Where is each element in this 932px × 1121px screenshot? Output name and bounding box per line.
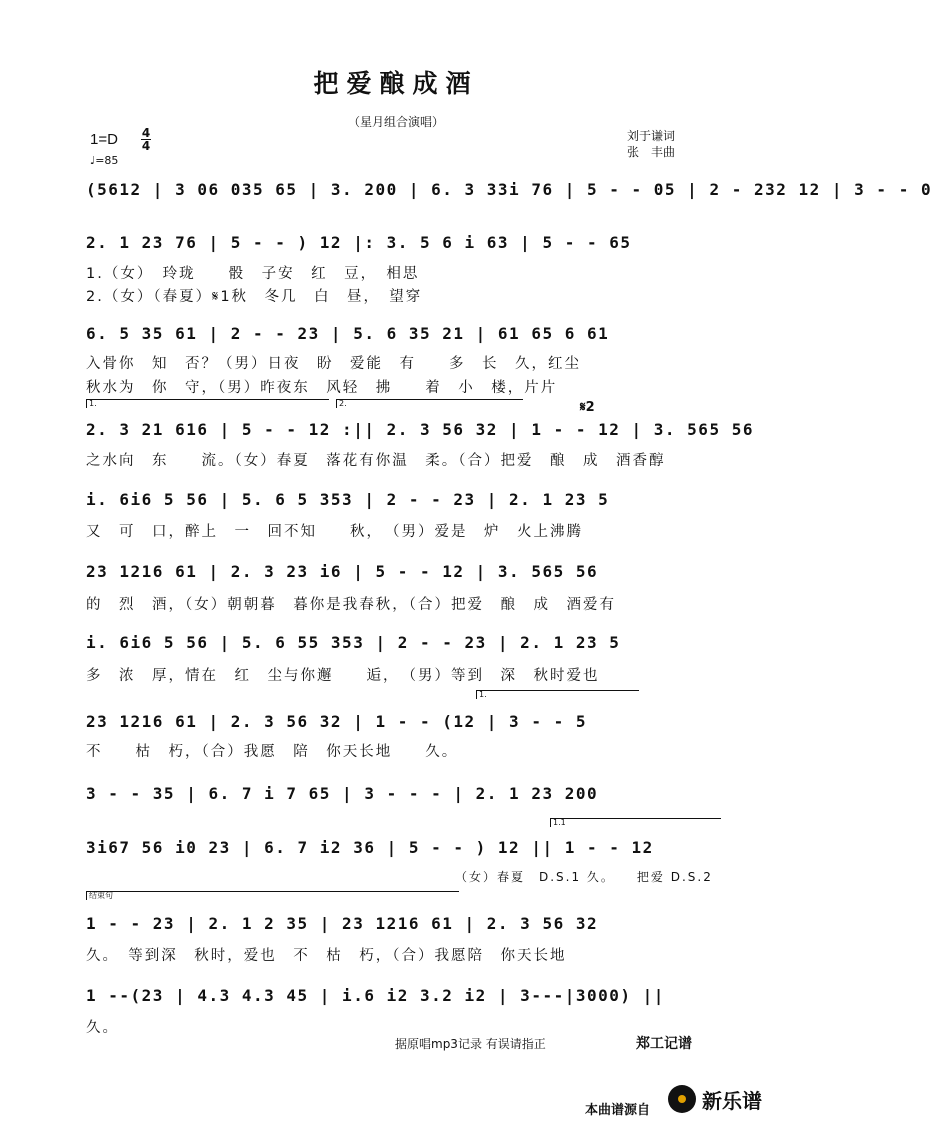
volta-end-1: 1. xyxy=(476,690,639,699)
row-notes: 2. 3 21 616 | 5 - - 12 :|| 2. 3 56 32 | 1 - - 12 | 3. 565 56 xyxy=(86,420,754,439)
segno-2: 𝄋2 xyxy=(580,400,595,415)
row-notes: i. 6i6 5 56 | 5. 6 5 353 | 2 - - 23 | 2. 1 23 5 xyxy=(86,490,610,509)
lyric-line-12: 久。 xyxy=(86,1020,119,1036)
score-row-12 xyxy=(86,986,665,1016)
lyric-line-8: 不 枯 朽，（合）我愿 陪 你天长地 久。 xyxy=(86,744,459,760)
lyric-line-11: 久。 等到深 秋时，爱也 不 枯 朽，（合）我愿陪 你天长地 xyxy=(86,948,567,964)
row-notes: i. 6i6 5 56 | 5. 6 55 353 | 2 - - 23 | 2. 1 23 5 xyxy=(86,633,621,652)
score-row-4 xyxy=(86,420,754,450)
score-row-7 xyxy=(86,633,718,663)
lyric-line-5: 又 可 口，醉上 一 回不知 秋， （男）爱是 炉 火上沸腾 xyxy=(86,524,583,540)
lyric-line-2b: 2.（女）（春夏）𝄋1秋 冬几 白 昼， 望穿 xyxy=(86,289,423,305)
volta-1: 1. xyxy=(86,399,329,408)
score-row-1 xyxy=(86,180,932,210)
score-row-6 xyxy=(86,562,718,592)
score-row-8 xyxy=(86,712,718,742)
score-row-9 xyxy=(86,784,718,814)
lyric-line-6: 的 烈 酒，（女）朝朝暮 暮你是我春秋，（合）把爱 酿 成 酒爱有 xyxy=(86,597,616,613)
lyric-line-7: 多 浓 厚，情在 红 尘与你邂 逅， （男）等到 深 秋时爱也 xyxy=(86,668,600,684)
time-signature-bottom: 4 xyxy=(141,139,151,153)
row-notes: 3i67 56 i0 23 | 6. 7 i2 36 | 5 - - ) 12 || 1 - - 12 xyxy=(86,838,654,857)
row-notes: 2. 1 23 76 | 5 - - ) 12 |: 3. 5 6 i 63 | 5 - - 65 xyxy=(86,233,632,252)
row-notes: (5612 | 3 06 035 65 | 3. 200 | 6. 3 33i 76 | 5 - - 05 | 2 - 232 12 | 3 - - 0 xyxy=(86,180,932,199)
lyric-line-10: （女）春夏 D.S.1 久。 把爱 D.S.2 xyxy=(455,870,713,884)
row-notes: 1 - - 23 | 2. 1 2 35 | 23 1216 61 | 2. 3 56 32 xyxy=(86,914,599,933)
lyric-line-3b: 秋水为 你 守，（男）昨夜东 风轻 拂 着 小 楼，片片 xyxy=(86,380,558,396)
credits xyxy=(627,128,675,160)
logo-text: 新乐谱 xyxy=(702,1089,762,1113)
performer-subtitle: （星月组合演唱） xyxy=(347,115,444,129)
score-row-3 xyxy=(86,324,718,354)
transcription-note: 据原唱mp3记录 有误请指正 xyxy=(395,1037,546,1051)
key-signature: 1=D xyxy=(90,131,118,148)
row-notes: 1 --(23 | 4.3 4.3 45 | i.6 i2 3.2 i2 | 3---|3000) || xyxy=(86,986,665,1005)
time-signature-top: 4 xyxy=(141,126,151,140)
source-label: 本曲谱源自 xyxy=(585,1103,651,1118)
row-notes: 6. 5 35 61 | 2 - - 23 | 5. 6 35 21 | 61 65 6 61 xyxy=(86,324,610,343)
song-title: 把爱酿成酒 xyxy=(313,69,479,98)
row-notes: 3 - - 35 | 6. 7 i 7 65 | 3 - - - | 2. 1 23 200 xyxy=(86,784,599,803)
lyric-line-2a: 1.（女） 玲珑 骰 子安 红 豆， 相思 xyxy=(86,266,420,282)
lyric-line-4: 之水向 东 流。（女）春夏 落花有你温 柔。（合）把爱 酿 成 酒香醇 xyxy=(86,453,666,469)
tempo-marking: ♩=85 xyxy=(90,154,119,167)
lyric-line-3a: 入骨你 知 否？（男）日夜 盼 爱能 有 多 长 久，红尘 xyxy=(86,356,581,372)
score-row-11 xyxy=(86,914,718,944)
score-row-10 xyxy=(86,838,718,868)
transcriber-credit: 郑工记谱 xyxy=(636,1036,692,1052)
score-row-2 xyxy=(86,233,718,263)
site-logo[interactable] xyxy=(668,1083,788,1119)
time-signature xyxy=(141,127,151,152)
volta-end-2: 1.1 xyxy=(550,818,721,827)
row-notes: 23 1216 61 | 2. 3 23 i6 | 5 - - 12 | 3. 565 56 xyxy=(86,562,599,581)
lyricist: 刘于谦词 xyxy=(627,129,676,143)
composer: 张 丰曲 xyxy=(627,145,676,159)
record-disc-icon xyxy=(668,1085,696,1113)
row-notes: 23 1216 61 | 2. 3 56 32 | 1 - - (12 | 3 - - 5 xyxy=(86,712,587,731)
score-row-5 xyxy=(86,490,718,520)
volta-2: 2. xyxy=(336,399,523,408)
ending-label: 结束句 xyxy=(86,891,459,900)
